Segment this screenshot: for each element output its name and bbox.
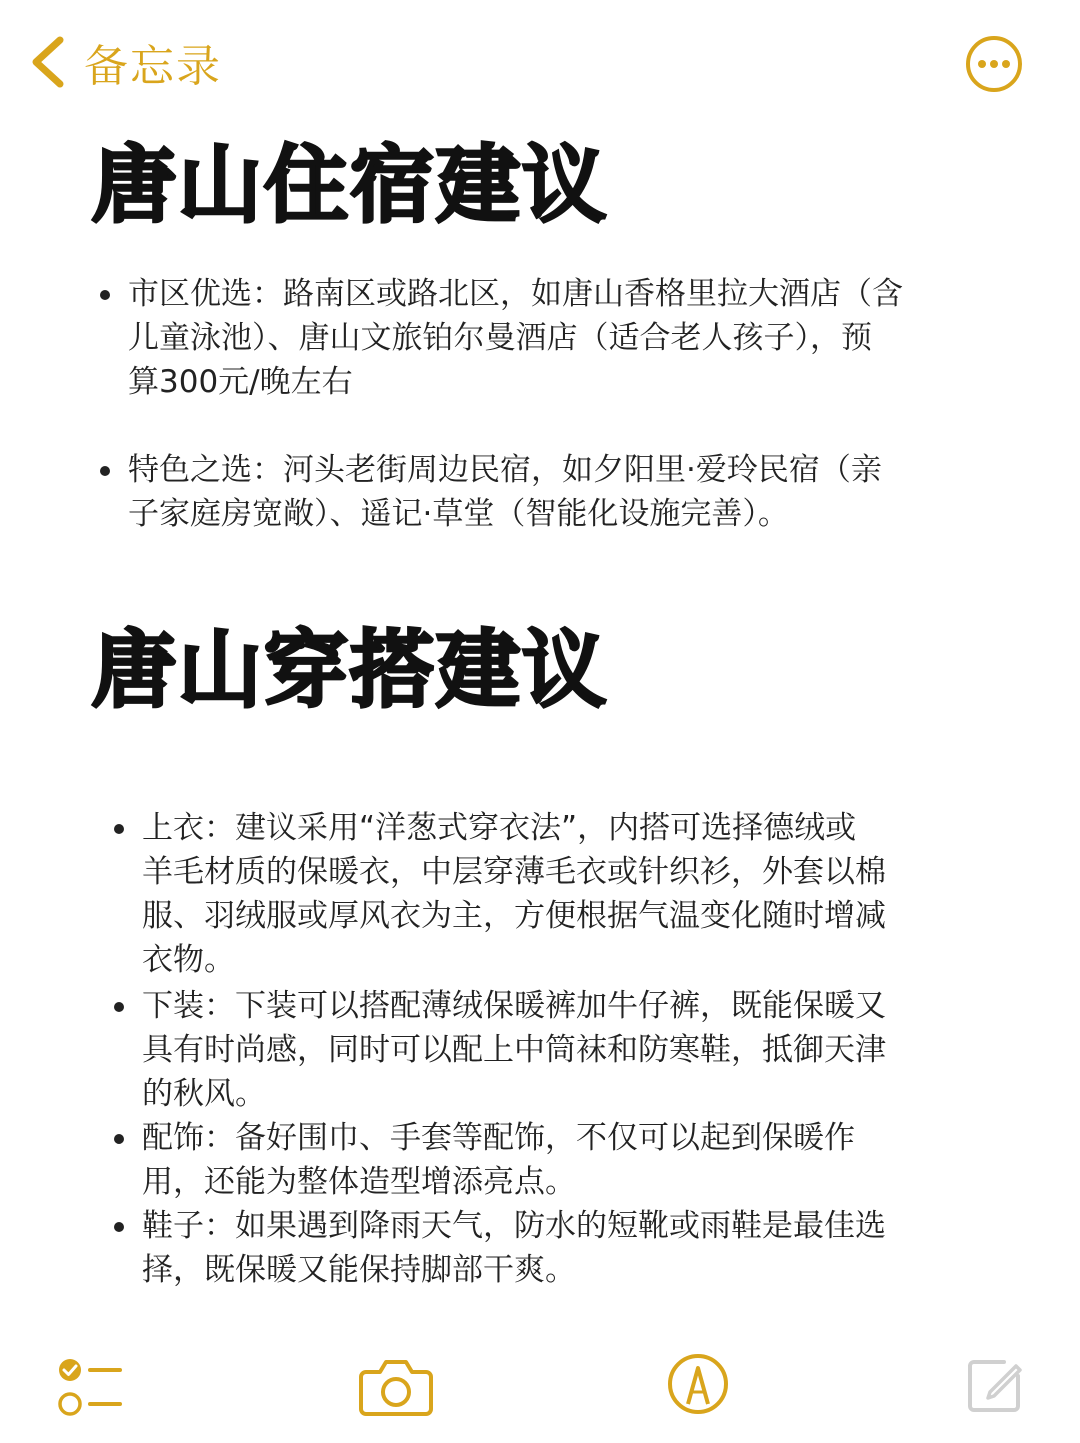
list-item-line: 儿童泳池）、唐山文旅铂尔曼酒店（适合老人孩子），预 bbox=[128, 320, 872, 356]
chevron-left-icon bbox=[28, 34, 66, 90]
list-item-line: 羊毛材质的保暖衣，中层穿薄毛衣或针织衫，外套以棉 bbox=[142, 854, 886, 890]
list-item-line: 算300元/晚左右 bbox=[128, 364, 353, 400]
compose-icon bbox=[964, 1354, 1026, 1416]
section-title-lodging: 唐山住宿建议 bbox=[92, 136, 609, 234]
compose-button[interactable] bbox=[964, 1354, 1026, 1416]
back-label: 备忘录 bbox=[84, 41, 222, 92]
list-item-line: 鞋子：如果遇到降雨天气，防水的短靴或雨鞋是最佳选 bbox=[142, 1208, 886, 1244]
list-item bbox=[142, 1204, 886, 1292]
list-item-line: 择，既保暖又能保持脚部干爽。 bbox=[142, 1252, 576, 1288]
list-item-line: 上衣：建议采用“洋葱式穿衣法”，内搭可选择德绒或 bbox=[142, 810, 857, 846]
bullet-dot bbox=[100, 466, 110, 476]
list-item bbox=[142, 806, 886, 982]
list-item-line: 衣物。 bbox=[142, 942, 235, 978]
checklist-icon bbox=[56, 1356, 124, 1420]
list-item bbox=[128, 272, 903, 404]
list-item bbox=[128, 448, 882, 536]
bullet-dot bbox=[114, 1134, 124, 1144]
section-title-clothing: 唐山穿搭建议 bbox=[92, 621, 609, 719]
bullet-dot bbox=[114, 824, 124, 834]
camera-button[interactable] bbox=[358, 1354, 434, 1418]
back-button[interactable] bbox=[28, 30, 222, 94]
list-item-line: 下装：下装可以搭配薄绒保暖裤加牛仔裤，既能保暖又 bbox=[142, 988, 886, 1024]
bullet-dot bbox=[114, 1222, 124, 1232]
list-item-line: 的秋风。 bbox=[142, 1076, 266, 1112]
markup-button[interactable] bbox=[666, 1352, 730, 1416]
list-item bbox=[142, 984, 886, 1116]
more-button[interactable] bbox=[964, 34, 1024, 94]
list-item-line: 具有时尚感，同时可以配上中筒袜和防寒鞋，抵御天津 bbox=[142, 1032, 886, 1068]
markup-pen-icon bbox=[666, 1352, 730, 1416]
list-item-line: 配饰：备好围巾、手套等配饰，不仅可以起到保暖作 bbox=[142, 1120, 855, 1156]
bullet-dot bbox=[100, 290, 110, 300]
list-item-line: 用，还能为整体造型增添亮点。 bbox=[142, 1164, 576, 1200]
bottom-toolbar bbox=[0, 1340, 1080, 1440]
navigation-bar bbox=[0, 0, 1080, 130]
checklist-button[interactable] bbox=[56, 1356, 124, 1420]
list-item-line: 子家庭房宽敞）、遥记·草堂（智能化设施完善）。 bbox=[128, 496, 789, 532]
list-item-line: 服、羽绒服或厚风衣为主，方便根据气温变化随时增减 bbox=[142, 898, 886, 934]
list-item-line: 市区优选：路南区或路北区，如唐山香格里拉大酒店（含 bbox=[128, 276, 903, 312]
bullet-dot bbox=[114, 1002, 124, 1012]
ellipsis-circle-icon bbox=[964, 34, 1024, 94]
camera-icon bbox=[358, 1354, 434, 1418]
list-item bbox=[142, 1116, 855, 1204]
list-item-line: 特色之选：河头老街周边民宿，如夕阳里·爱玲民宿（亲 bbox=[128, 452, 882, 488]
